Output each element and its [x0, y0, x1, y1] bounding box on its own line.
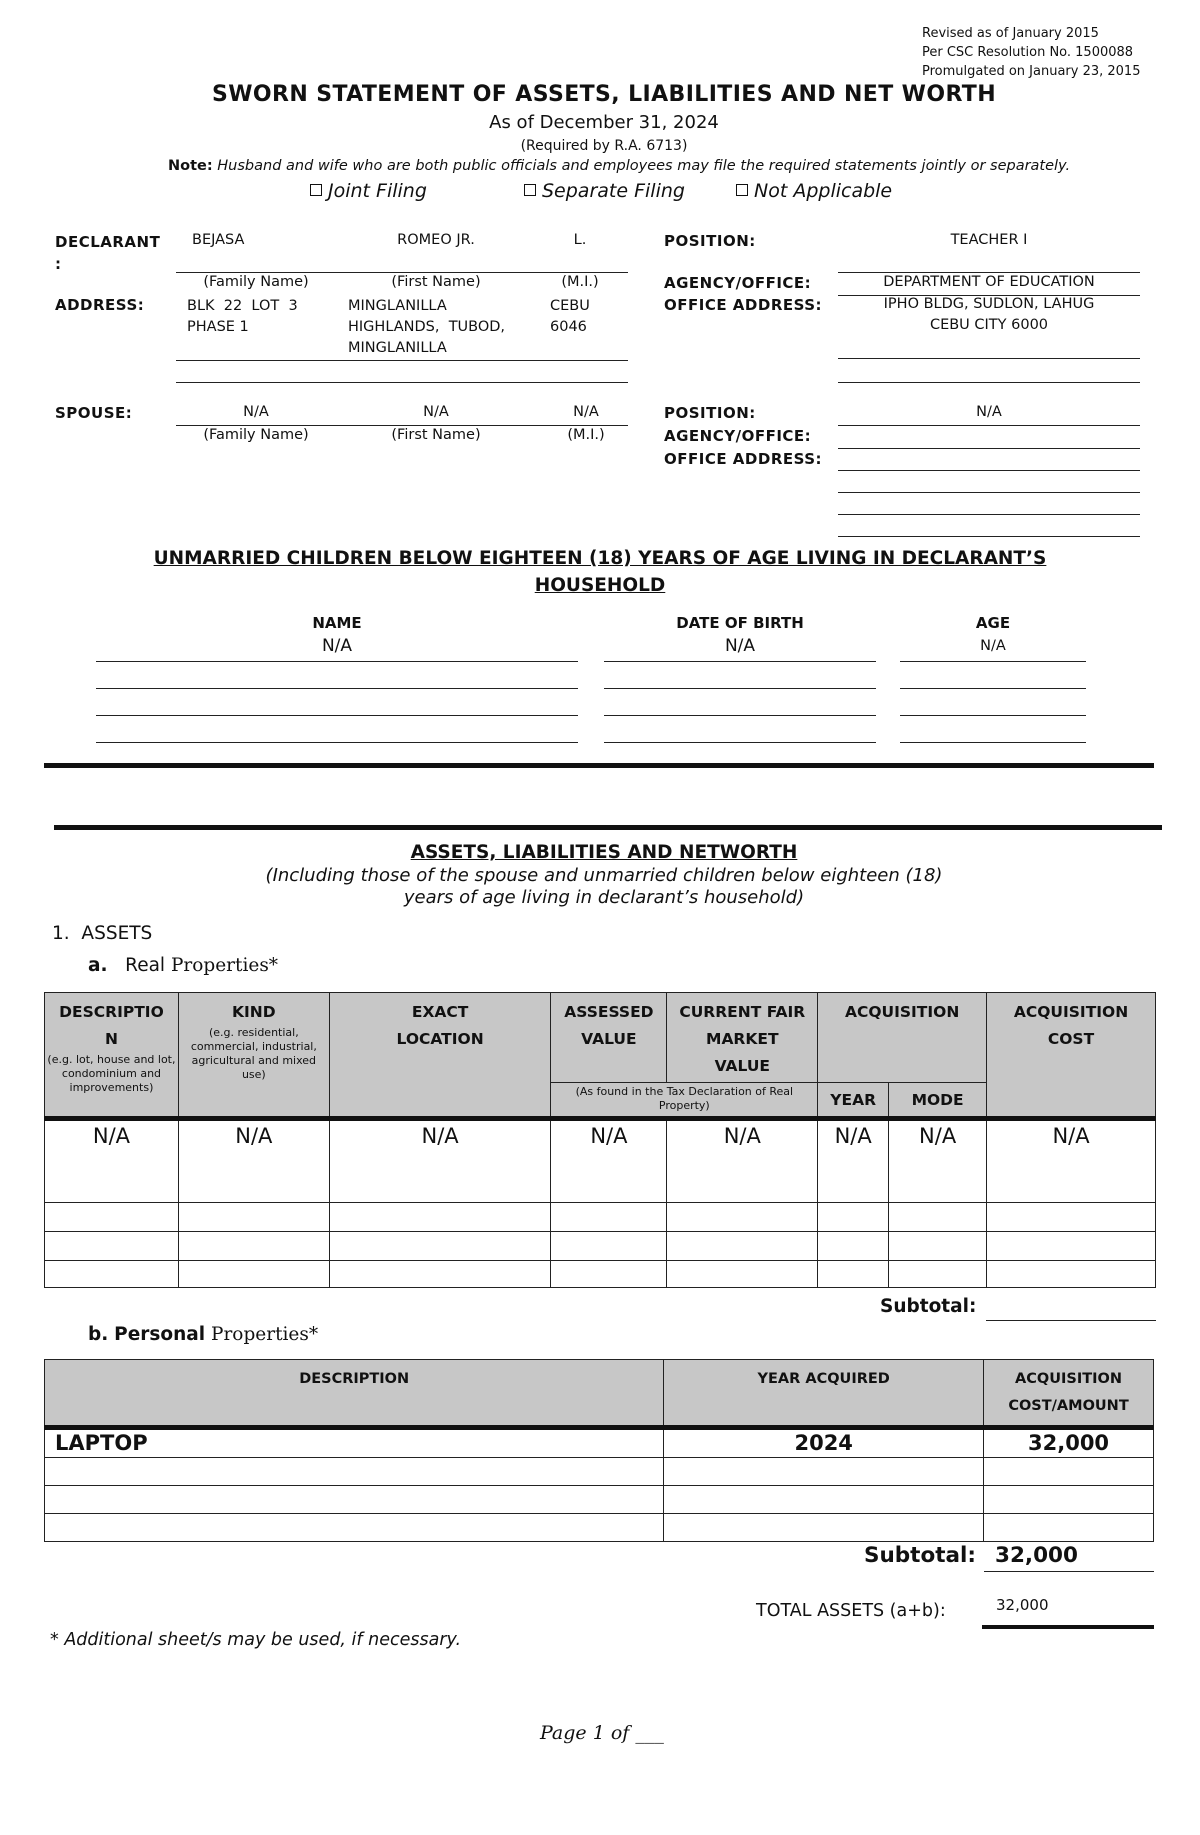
filing-option-separate[interactable] [524, 180, 685, 202]
table-row [45, 1486, 1154, 1514]
personal-properties-table [44, 1359, 1154, 1542]
col-header-description: DESCRIPTIO N (e.g. lot, house and lot, condominium and improvements) [45, 993, 179, 1119]
col-header-fair-market: CURRENT FAIR MARKET VALUE [667, 993, 818, 1083]
table-row [45, 1261, 1156, 1288]
filing-option-label: Separate Filing [542, 180, 685, 202]
col-header-acquisition-cost: ACQUISITION COST [987, 993, 1156, 1119]
real-cell-location[interactable]: N/A [329, 1119, 551, 1203]
children-col-name: NAME [312, 614, 362, 632]
child-dob-value: N/A [724, 636, 756, 656]
filing-option-label: Joint Filing [328, 180, 427, 202]
col-header-acquisition: ACQUISITION [818, 993, 987, 1083]
real-cell-mode[interactable]: N/A [889, 1119, 987, 1203]
spouse-position-label: POSITION: [664, 404, 756, 422]
col-header-mode: MODE [889, 1083, 987, 1119]
revision-line-3: Promulgated on January 23, 2015 [922, 64, 1141, 79]
revision-note [922, 24, 1140, 81]
section-divider-top [44, 763, 1154, 768]
total-assets-value: 32,000 [996, 1596, 1049, 1614]
real-properties-table [44, 992, 1156, 1288]
spouse-position-line [838, 425, 1140, 426]
child-row-line [900, 661, 1086, 662]
child-row-line [96, 715, 578, 716]
table-row [45, 1232, 1156, 1261]
filing-option-label: Not Applicable [754, 180, 893, 202]
children-title: UNMARRIED CHILDREN BELOW EIGHTEEN (18) YEARS OF AGE LIVING IN DECLARANT’S HOUSEHOLD [153, 548, 1047, 596]
form-title: SWORN STATEMENT OF ASSETS, LIABILITIES AND NET WORTH [211, 82, 997, 107]
declarant-name-line [176, 272, 628, 273]
spouse-label: SPOUSE: [55, 404, 133, 422]
spouse-office-line-3 [838, 514, 1140, 515]
spouse-mi: N/A [573, 404, 599, 420]
spouse-agency-label: AGENCY/OFFICE: [664, 427, 812, 445]
table-row [45, 1458, 1154, 1486]
spouse-name-line [176, 425, 628, 426]
child-row-line [96, 661, 578, 662]
table-row [45, 1428, 1154, 1458]
child-name-value: N/A [321, 636, 353, 656]
personal-cell-year[interactable]: 2024 [664, 1428, 984, 1458]
col-header-location: EXACT LOCATION [329, 993, 551, 1119]
assets-heading: 1. ASSETS [52, 923, 153, 944]
child-row-line [900, 742, 1086, 743]
office-address-underline-1 [838, 358, 1140, 359]
spouse-family-name: N/A [243, 404, 269, 420]
filing-option-joint[interactable] [310, 180, 427, 202]
table-row [45, 1514, 1154, 1542]
child-row-line [96, 688, 578, 689]
real-cell-assessed[interactable]: N/A [551, 1119, 667, 1203]
col-header-personal-cost: ACQUISITION COST/AMOUNT [984, 1360, 1154, 1428]
address-col-3: CEBU 6046 [550, 298, 590, 335]
children-col-age: AGE [975, 614, 1011, 632]
spouse-first-name: N/A [423, 404, 449, 420]
child-row-line [604, 715, 876, 716]
personal-properties-heading: b. Personal Properties* [88, 1324, 319, 1345]
spouse-caption-mi: (M.I.) [567, 427, 605, 443]
note-text: Husband and wife who are both public officials and employees may file the required statements jointly or separately. [217, 158, 1071, 174]
address-label: ADDRESS: [55, 296, 145, 314]
real-cell-fair-market[interactable]: N/A [667, 1119, 818, 1203]
as-of-date: As of December 31, 2024 [489, 112, 719, 133]
personal-subtotal-line [984, 1571, 1154, 1572]
filing-note [168, 158, 1070, 174]
section-divider-bottom [54, 825, 1162, 830]
children-col-dob: DATE OF BIRTH [676, 614, 804, 632]
declarant-label: DECLARANT : [55, 233, 161, 273]
child-row-line [96, 742, 578, 743]
child-row-line [604, 661, 876, 662]
table-row [45, 1203, 1156, 1232]
address-underline-2 [176, 382, 628, 383]
checkbox-icon[interactable] [524, 184, 536, 196]
address-col-2: MINGLANILLA HIGHLANDS, TUBOD, MINGLANILLA [348, 298, 506, 356]
personal-cell-description[interactable]: LAPTOP [45, 1428, 664, 1458]
real-cell-cost[interactable]: N/A [987, 1119, 1156, 1203]
assets-section-title: ASSETS, LIABILITIES AND NETWORTH [410, 842, 798, 863]
real-subtotal-line[interactable] [986, 1320, 1156, 1321]
position-label: POSITION: [664, 232, 756, 250]
note-label: Note: [168, 158, 213, 174]
total-assets-line [982, 1625, 1154, 1629]
table-row [45, 1119, 1156, 1203]
position-value: TEACHER I [950, 232, 1028, 248]
address-underline-1 [176, 360, 628, 361]
personal-subtotal-label: Subtotal: [864, 1543, 976, 1568]
real-cell-kind[interactable]: N/A [178, 1119, 329, 1203]
declarant-family-name: BEJASA [192, 232, 245, 248]
office-address-underline-2 [838, 382, 1140, 383]
revision-line-2: Per CSC Resolution No. 1500088 [922, 45, 1134, 60]
child-row-line [900, 715, 1086, 716]
revision-line-1: Revised as of January 2015 [922, 26, 1099, 41]
child-row-line [604, 688, 876, 689]
assets-section-subtitle: (Including those of the spouse and unmarried children below eighteen (18) years of age living in declarant’s household) [265, 865, 943, 908]
real-properties-heading: a. Real Properties* [88, 955, 279, 976]
child-age-value: N/A [980, 638, 1006, 654]
tax-declaration-note: (As found in the Tax Declaration of Real Property) [551, 1083, 818, 1119]
spouse-office-line-4 [838, 536, 1140, 537]
office-address-line-1: IPHO BLDG, SUDLON, LAHUG [883, 296, 1095, 312]
caption-family-name: (Family Name) [203, 274, 309, 290]
declarant-first-name: ROMEO JR. [397, 232, 475, 248]
col-header-personal-description: DESCRIPTION [45, 1360, 664, 1428]
real-subtotal-label: Subtotal: [880, 1296, 977, 1317]
col-header-year: YEAR [818, 1083, 889, 1119]
spouse-position-value: N/A [976, 404, 1002, 420]
agency-label: AGENCY/OFFICE: [664, 274, 812, 292]
real-cell-description[interactable]: N/A [45, 1119, 179, 1203]
real-cell-year[interactable]: N/A [818, 1119, 889, 1203]
address-col-1: BLK 22 LOT 3 PHASE 1 [187, 298, 298, 335]
agency-value: DEPARTMENT OF EDUCATION [883, 274, 1095, 290]
child-row-line [900, 688, 1086, 689]
personal-subtotal-value: 32,000 [995, 1543, 1078, 1568]
spouse-office-line-2 [838, 492, 1140, 493]
filing-option-not-applicable[interactable] [736, 180, 892, 202]
col-header-kind: KIND (e.g. residential, commercial, industrial, agricultural and mixed use) [178, 993, 329, 1119]
position-line [838, 272, 1140, 273]
child-row-line [604, 742, 876, 743]
caption-mi: (M.I.) [561, 274, 599, 290]
spouse-office-address-label: OFFICE ADDRESS: [664, 450, 823, 468]
spouse-caption-family: (Family Name) [203, 427, 309, 443]
office-address-line-2: CEBU CITY 6000 [929, 317, 1049, 333]
col-header-year-acquired: YEAR ACQUIRED [664, 1360, 984, 1428]
caption-first-name: (First Name) [391, 274, 481, 290]
col-header-assessed: ASSESSED VALUE [551, 993, 667, 1083]
page-number: Page 1 of ___ [540, 1722, 664, 1744]
spouse-office-line-1 [838, 470, 1140, 471]
total-assets-label: TOTAL ASSETS (a+b): [756, 1601, 946, 1621]
spouse-agency-line [838, 448, 1140, 449]
declarant-mi: L. [573, 232, 587, 248]
checkbox-icon[interactable] [310, 184, 322, 196]
personal-cell-cost[interactable]: 32,000 [984, 1428, 1154, 1458]
footnote: * Additional sheet/s may be used, if necessary. [50, 1630, 462, 1650]
spouse-caption-first: (First Name) [391, 427, 481, 443]
required-by: (Required by R.A. 6713) [520, 138, 688, 154]
office-address-label: OFFICE ADDRESS: [664, 296, 823, 314]
checkbox-icon[interactable] [736, 184, 748, 196]
